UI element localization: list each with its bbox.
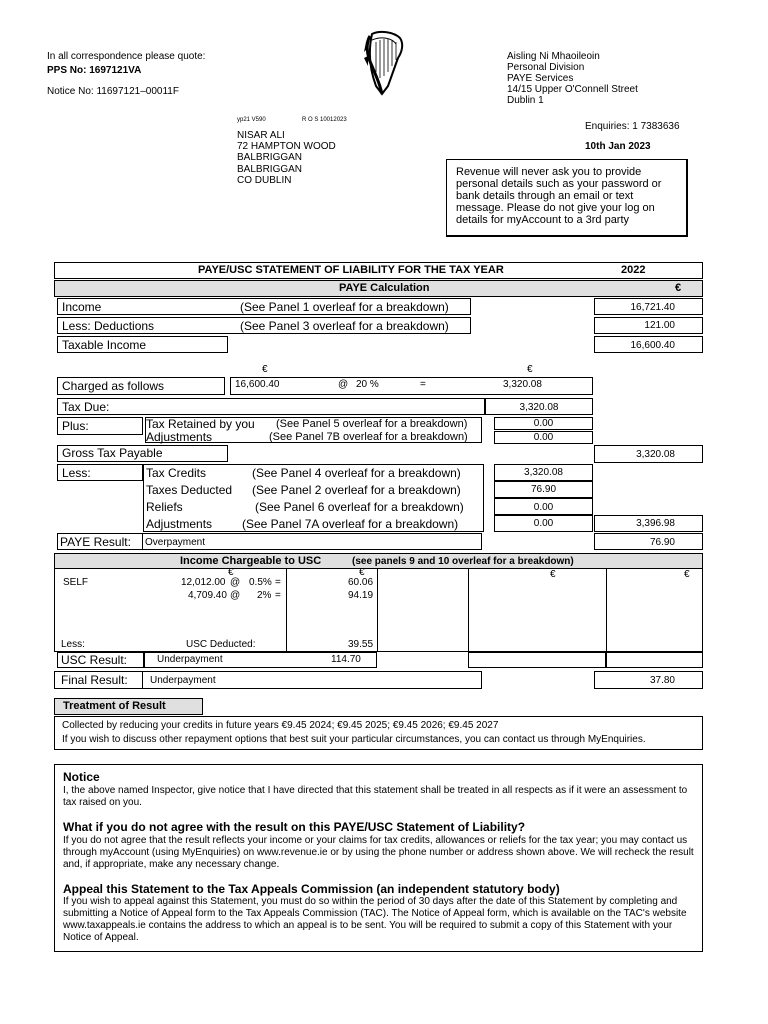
usc-row2-result: 94.19 bbox=[348, 590, 374, 601]
plus-items-box bbox=[145, 417, 482, 443]
usc-result-empty-2 bbox=[606, 652, 703, 668]
less-total-value: 3,396.98 bbox=[594, 515, 703, 532]
notice-title: Notice bbox=[63, 770, 100, 784]
disagree-text: If you do not agree that the result reflects your income or your claims for tax credits, allowances or reliefs for the tax year; you may contact us through myAccount (using MyEnquiries) on www.revenue.ie or by using the phone number or address shown above. We will recheck the result and, if appropriate, make any necessary change. bbox=[63, 835, 694, 870]
income-label: Income bbox=[62, 300, 102, 314]
reliefs-note: (See Panel 6 overleaf for a breakdown) bbox=[255, 500, 464, 514]
gross-tax-value: 3,320.08 bbox=[594, 445, 703, 463]
taxable-income-value: 16,600.40 bbox=[594, 336, 703, 353]
notice-number: Notice No: 11697121–00011F bbox=[47, 86, 179, 97]
less-items-box bbox=[143, 464, 484, 532]
usc-row2-equals: = bbox=[275, 590, 281, 601]
paye-result-row bbox=[57, 533, 482, 550]
office-name: Aisling Ni Mhaoileoin bbox=[507, 51, 600, 62]
charged-calc-box bbox=[230, 377, 593, 395]
tax-due-row bbox=[57, 398, 485, 415]
office-division: Personal Division bbox=[507, 62, 585, 73]
tax-credits-note: (See Panel 4 overleaf for a breakdown) bbox=[252, 466, 461, 480]
usc-less-label: Less: bbox=[61, 639, 85, 650]
statement-title: PAYE/USC STATEMENT OF LIABILITY FOR THE TAX YEAR bbox=[198, 264, 504, 276]
usc-row2-at: @ bbox=[230, 590, 241, 601]
usc-euro-2: € bbox=[359, 567, 365, 578]
usc-header-title: Income Chargeable to USC bbox=[180, 555, 322, 567]
office-service: PAYE Services bbox=[507, 73, 574, 84]
charged-amount: 16,600.40 bbox=[235, 379, 280, 390]
treatment-line-2: If you wish to discuss other repayment options that best suit your particular circumstances, you can contact us through MyEnquiries. bbox=[62, 734, 646, 745]
tax-retained-value: 0.00 bbox=[494, 417, 593, 430]
usc-row1-at: @ bbox=[230, 577, 241, 588]
deductions-value: 121.00 bbox=[594, 317, 703, 334]
income-row bbox=[57, 298, 471, 315]
adjustments-plus-value: 0.00 bbox=[494, 431, 593, 444]
charged-label-box bbox=[57, 377, 225, 395]
gross-tax-label: Gross Tax Payable bbox=[62, 446, 163, 460]
final-result-value: 37.80 bbox=[594, 671, 703, 689]
charged-at: @ bbox=[338, 379, 349, 390]
usc-divider-2 bbox=[377, 569, 378, 652]
charged-euro-left: € bbox=[262, 364, 268, 375]
usc-self-label: SELF bbox=[63, 577, 89, 588]
usc-deducted-label: USC Deducted: bbox=[186, 639, 256, 650]
taxable-income-label: Taxable Income bbox=[62, 338, 147, 352]
adjustments-less-note: (See Panel 7A overleaf for a breakdown) bbox=[242, 517, 459, 531]
paye-result-status: Overpayment bbox=[145, 537, 206, 548]
paye-calculation-title: PAYE Calculation bbox=[339, 282, 430, 294]
usc-divider-3 bbox=[468, 569, 469, 652]
notice-box bbox=[54, 764, 703, 952]
charged-result: 3,320.08 bbox=[503, 379, 542, 390]
less-box bbox=[57, 464, 143, 481]
treatment-title: Treatment of Result bbox=[63, 700, 166, 712]
reference-code-left: yp21 V590 bbox=[237, 117, 266, 123]
notice-text: I, the above named Inspector, give notice that I have directed that this statement shall be treated in all respects as if it were an assessment to tax raised on you. bbox=[63, 785, 688, 808]
usc-row2-amount: 4,709.40 bbox=[188, 590, 227, 601]
security-notice-box bbox=[446, 159, 688, 237]
paye-euro-header: € bbox=[675, 282, 682, 294]
adjustments-less-value: 0.00 bbox=[494, 515, 593, 532]
appeal-text: If you wish to appeal against this Statement, you must do so within the period of 30 days after the date of this Statement by completing and submitting a Notice of Appeal form to the Tax Appeals Commission (TAC). The Notice of Appeal form, which is available on the TAC's website www.taxappeals.ie contains the address to which an appeal is to be sent. You will be required to submit a copy of this Statement with your Notice of Appeal. bbox=[63, 896, 687, 943]
reliefs-value: 0.00 bbox=[494, 498, 593, 515]
final-result-label: Final Result: bbox=[61, 673, 128, 687]
charged-euro-right: € bbox=[527, 364, 533, 375]
tax-due-label: Tax Due: bbox=[62, 400, 110, 414]
paye-result-label: PAYE Result: bbox=[60, 535, 131, 549]
paye-result-value: 76.90 bbox=[594, 533, 703, 550]
taxable-income-row bbox=[57, 336, 228, 353]
usc-result-value: 114.70 bbox=[331, 654, 361, 665]
quote-instruction: In all correspondence please quote: bbox=[47, 51, 206, 62]
taxes-deducted-label: Taxes Deducted bbox=[146, 483, 233, 497]
usc-row1-rate: 0.5% bbox=[249, 577, 272, 588]
adjustments-plus-label: Adjustments bbox=[146, 430, 213, 444]
usc-euro-1: € bbox=[228, 567, 234, 578]
charged-equals: = bbox=[420, 379, 426, 390]
treatment-box bbox=[54, 716, 703, 750]
income-note: (See Panel 1 overleaf for a breakdown) bbox=[240, 300, 449, 314]
address-line-3: BALBRIGGAN bbox=[237, 164, 303, 175]
final-result-status: Underpayment bbox=[150, 675, 216, 686]
usc-row1-equals: = bbox=[275, 577, 281, 588]
enquiries-phone: Enquiries: 1 7383636 bbox=[585, 121, 680, 132]
address-name: NISAR ALI bbox=[237, 130, 285, 141]
adjustments-plus-note: (See Panel 7B overleaf for a breakdown) bbox=[269, 431, 468, 443]
usc-euro-3: € bbox=[550, 569, 556, 580]
tax-due-value: 3,320.08 bbox=[485, 398, 593, 415]
address-line-2: BALBRIGGAN bbox=[237, 152, 303, 163]
reference-code-right: R O S 10012023 bbox=[302, 117, 347, 123]
tax-credits-value: 3,320.08 bbox=[494, 464, 593, 481]
usc-row2-rate: 2% bbox=[257, 590, 272, 601]
plus-box bbox=[57, 417, 143, 435]
usc-row1-result: 60.06 bbox=[348, 577, 374, 588]
statement-date: 10th Jan 2023 bbox=[585, 141, 651, 152]
charged-label: Charged as follows bbox=[62, 379, 165, 393]
usc-result-empty-1 bbox=[468, 652, 606, 668]
tax-year: 2022 bbox=[621, 264, 646, 276]
usc-result-box bbox=[144, 652, 377, 668]
tax-credits-label: Tax Credits bbox=[146, 466, 207, 480]
usc-deducted-value: 39.55 bbox=[348, 639, 374, 650]
usc-result-label-box bbox=[57, 652, 144, 668]
treatment-line-1: Collected by reducing your credits in future years €9.45 2024; €9.45 2025; €9.45 2026; €9.45 2027 bbox=[62, 720, 499, 731]
usc-euro-4: € bbox=[684, 569, 690, 580]
income-value: 16,721.40 bbox=[594, 298, 703, 315]
plus-label: Plus: bbox=[62, 419, 89, 433]
paye-calculation-bar bbox=[54, 280, 703, 297]
adjustments-less-label: Adjustments bbox=[146, 517, 213, 531]
deductions-label: Less: Deductions bbox=[62, 319, 155, 333]
treatment-title-box bbox=[54, 698, 203, 715]
address-line-4: CO DUBLIN bbox=[237, 175, 292, 186]
reliefs-label: Reliefs bbox=[146, 500, 183, 514]
tax-retained-label: Tax Retained by you bbox=[146, 417, 255, 431]
office-city: Dublin 1 bbox=[507, 95, 544, 106]
less-label: Less: bbox=[62, 466, 91, 480]
usc-row1-amount: 12,012.00 bbox=[181, 577, 226, 588]
office-street: 14/15 Upper O'Connell Street bbox=[507, 84, 638, 95]
usc-header-bar bbox=[54, 553, 703, 569]
usc-header-note: (see panels 9 and 10 overleaf for a breakdown) bbox=[352, 556, 574, 567]
usc-result-label: USC Result: bbox=[61, 653, 128, 667]
security-notice-text: Revenue will never ask you to provide personal details such as your password or bank details through an email or text message. Please do not give your log on details for myAccount to a 3rd party bbox=[456, 166, 662, 226]
appeal-title: Appeal this Statement to the Tax Appeals Commission (an independent statutory body) bbox=[63, 882, 560, 896]
tax-retained-note: (See Panel 5 overleaf for a breakdown) bbox=[276, 418, 468, 430]
address-line-1: 72 HAMPTON WOOD bbox=[237, 141, 336, 152]
deductions-note: (See Panel 3 overleaf for a breakdown) bbox=[240, 319, 449, 333]
disagree-title: What if you do not agree with the result on this PAYE/USC Statement of Liability? bbox=[63, 820, 526, 834]
taxes-deducted-note: (See Panel 2 overleaf for a breakdown) bbox=[252, 483, 461, 497]
usc-divider-1 bbox=[286, 569, 287, 652]
gross-tax-row bbox=[57, 445, 228, 462]
deductions-row bbox=[57, 317, 471, 334]
statement-title-bar bbox=[54, 262, 703, 279]
harp-emblem-icon bbox=[358, 28, 408, 100]
charged-rate: 20 % bbox=[356, 379, 379, 390]
pps-number: PPS No: 1697121VA bbox=[47, 65, 142, 76]
usc-divider-4 bbox=[606, 569, 607, 652]
taxes-deducted-value: 76.90 bbox=[494, 481, 593, 498]
usc-result-status: Underpayment bbox=[157, 654, 223, 665]
final-result-row bbox=[54, 671, 482, 689]
